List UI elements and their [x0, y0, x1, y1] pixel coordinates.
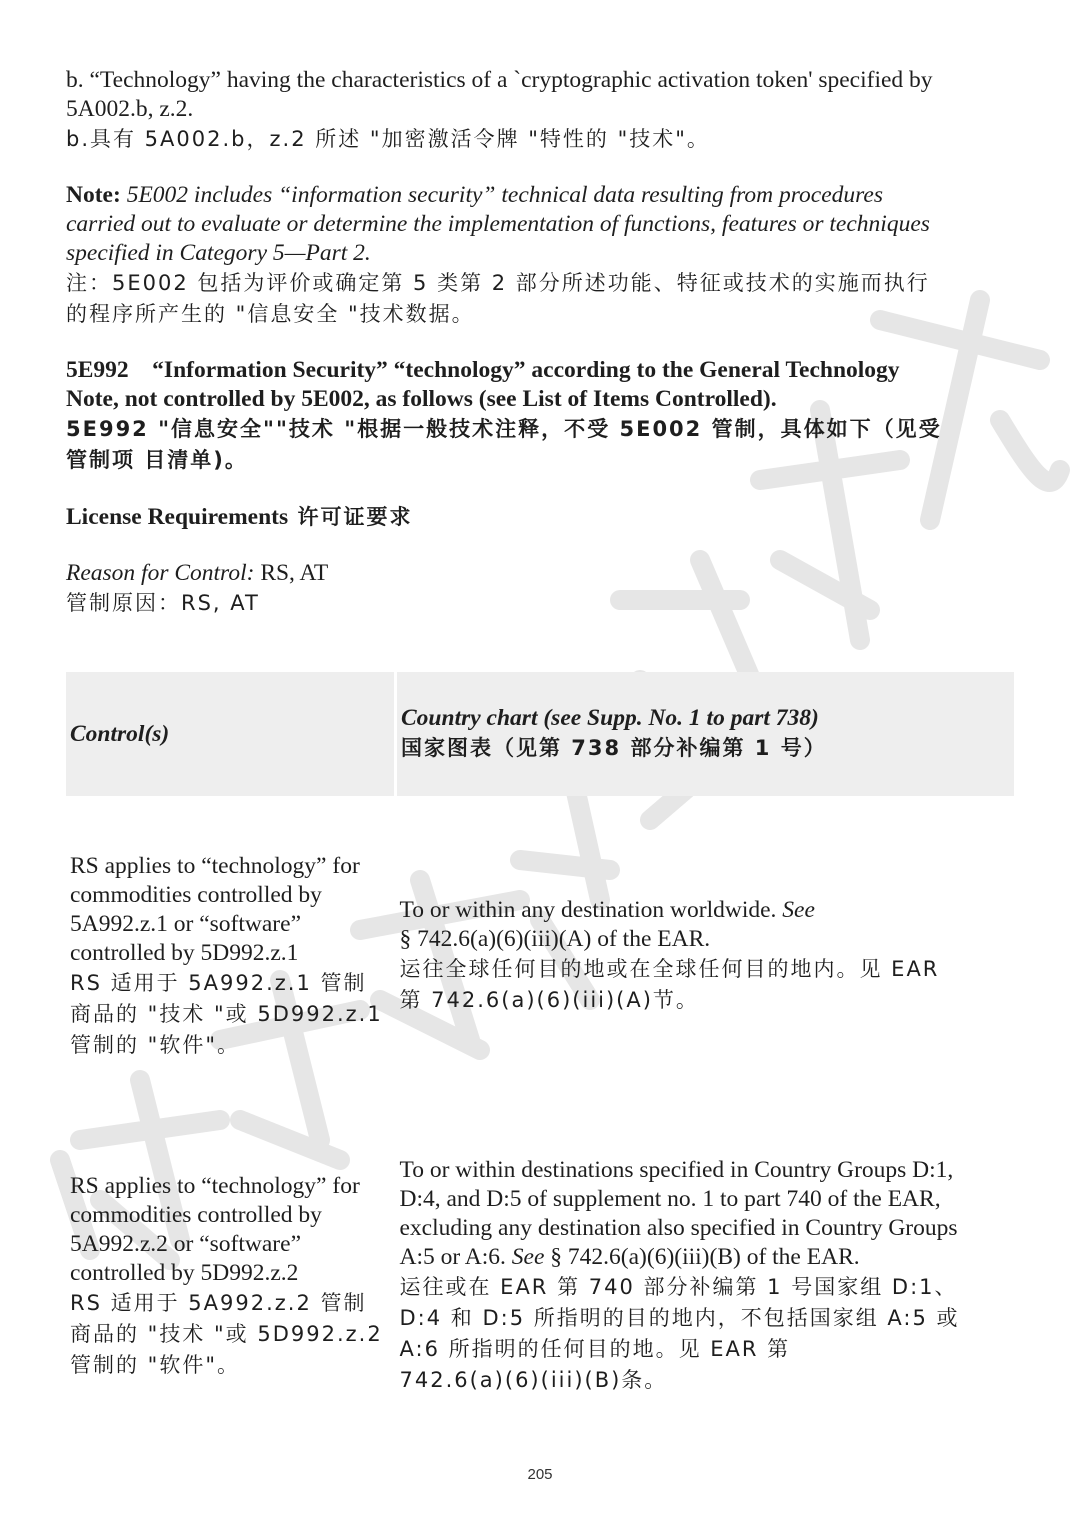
row2-c2-en-1: To or within destinations specified in Country Groups D:1,: [399, 1157, 954, 1183]
row2-c2-zh-4: 742.6(a)(6)(iii)(B)条。: [399, 1368, 668, 1392]
row2-c2-ref: § 742.6(a)(6)(iii)(B) of the EAR.: [544, 1244, 860, 1270]
header-controls: [66, 672, 396, 796]
row1-c2-zh-2: 第 742.6(a)(6)(iii)(A)节。: [399, 988, 699, 1012]
row2-c1-zh-3: 管制的 "软件"。: [70, 1352, 240, 1377]
row2-c1-en-2: commodities controlled by: [70, 1201, 322, 1228]
row2-controls: [66, 1106, 396, 1446]
row1-c2-en-1: [400, 896, 1009, 925]
note-zh-2: 的程序所产生的 "信息安全 "技术数据。: [66, 302, 475, 326]
para-b-en-1: b. “Technology” having the characteristics of a `cryptographic activation token' specified by: [66, 67, 933, 93]
reason-for-control: [66, 559, 1016, 588]
note-en-3: specified in Category 5—Part 2.: [66, 240, 371, 266]
row1-c1-en-4: controlled by 5D992.z.1: [70, 939, 299, 966]
row1-c1-en-1: RS applies to “technology” for: [70, 852, 360, 879]
page-number: 205: [527, 1466, 553, 1483]
row1-c2-see: See: [782, 897, 815, 923]
license-heading: [66, 502, 1016, 533]
row1-country-chart: [396, 796, 1015, 1106]
entry-zh-1: 5E992 "信息安全""技术 "根据一般技术注释，不受 5E002 管制，具体如下（见受: [66, 417, 942, 441]
row1-c2-zh-1: 运往全球任何目的地或在全球任何目的地内。见 EAR: [399, 957, 940, 981]
note-text-1: 5E002 includes “information security” technical data resulting from procedures: [120, 182, 883, 208]
header-country-chart: [396, 672, 1015, 796]
row2-c2-see: See: [511, 1244, 545, 1270]
note-zh-1: 注：5E002 包括为评价或确定第 5 类第 2 部分所述功能、特征或技术的实施而执行: [66, 271, 930, 295]
row1-c1-en-3: 5A992.z.1 or “software”: [70, 910, 301, 937]
header-country-chart-en: Country chart (see Supp. No. 1 to part 738): [401, 705, 819, 731]
para-b-en-2: 5A002.b, z.2.: [66, 96, 194, 122]
row2-c2-en-4: [400, 1243, 1009, 1272]
note-en-1: [66, 181, 1016, 210]
row1-c2-en-2: § 742.6(a)(6)(iii)(A) of the EAR.: [399, 926, 711, 952]
row1-c1-en-2: commodities controlled by: [70, 881, 322, 908]
row2-c2-en-3: excluding any destination also specified in Country Groups: [399, 1215, 958, 1241]
reason-value: RS, AT: [254, 560, 329, 586]
header-country-chart-zh: 国家图表（见第 738 部分补编第 1 号）: [401, 736, 827, 760]
reason-label: Reason for Control:: [66, 560, 255, 586]
header-controls-label: Control(s): [70, 720, 170, 747]
row2-c2-zh-1: 运往或在 EAR 第 740 部分补编第 1 号国家组 D:1、: [399, 1275, 958, 1299]
entry-heading: [66, 356, 1016, 476]
note-label: Note:: [66, 182, 121, 208]
row2-c1-en-1: RS applies to “technology” for: [70, 1172, 360, 1199]
license-heading-en: License Requirements: [66, 504, 289, 530]
license-table: [66, 672, 1014, 1446]
row2-c2-text: A:5 or A:6.: [399, 1244, 512, 1270]
entry-zh-2: 管制项 目清单)。: [66, 448, 248, 472]
document-body: [66, 66, 1016, 619]
row2-c1-zh-2: 商品的 "技术 "或 5D992.z.2: [70, 1321, 383, 1346]
license-heading-zh: 许可证要求: [288, 505, 413, 529]
row2-c1-en-4: controlled by 5D992.z.2: [70, 1259, 299, 1286]
row2-c2-zh-2: D:4 和 D:5 所指明的目的地内，不包括国家组 A:5 或: [399, 1306, 960, 1330]
table-row: [66, 1106, 1014, 1446]
table-header-row: [66, 672, 1014, 796]
row1-c2-text: To or within any destination worldwide.: [399, 897, 783, 923]
row2-c1-zh-1: RS 适用于 5A992.z.2 管制: [70, 1290, 367, 1315]
entry-en-2: Note, not controlled by 5E002, as follows (see List of Items Controlled).: [66, 386, 777, 412]
row2-c2-zh-3: A:6 所指明的任何目的地。见 EAR 第: [399, 1337, 791, 1361]
reason-zh: 管制原因：RS, AT: [66, 591, 260, 615]
para-b-zh: b.具有 5A002.b，z.2 所述 "加密激活令牌 "特性的 "技术"。: [66, 127, 710, 151]
table-row: [66, 796, 1014, 1106]
row2-country-chart: [396, 1106, 1015, 1446]
row2-c2-en-2: D:4, and D:5 of supplement no. 1 to part 740 of the EAR,: [399, 1186, 941, 1212]
note-en-2: carried out to evaluate or determine the implementation of functions, features or techniques: [66, 211, 930, 237]
entry-en-1: 5E992 “Information Security” “technology” according to the General Technology: [66, 357, 900, 383]
row1-c1-zh-3: 管制的 "软件"。: [70, 1032, 240, 1057]
row2-c1-en-3: 5A992.z.2 or “software”: [70, 1230, 301, 1257]
row1-c1-zh-2: 商品的 "技术 "或 5D992.z.1: [70, 1001, 383, 1026]
row1-c1-zh-1: RS 适用于 5A992.z.1 管制: [70, 970, 367, 995]
row1-controls: [66, 796, 396, 1106]
